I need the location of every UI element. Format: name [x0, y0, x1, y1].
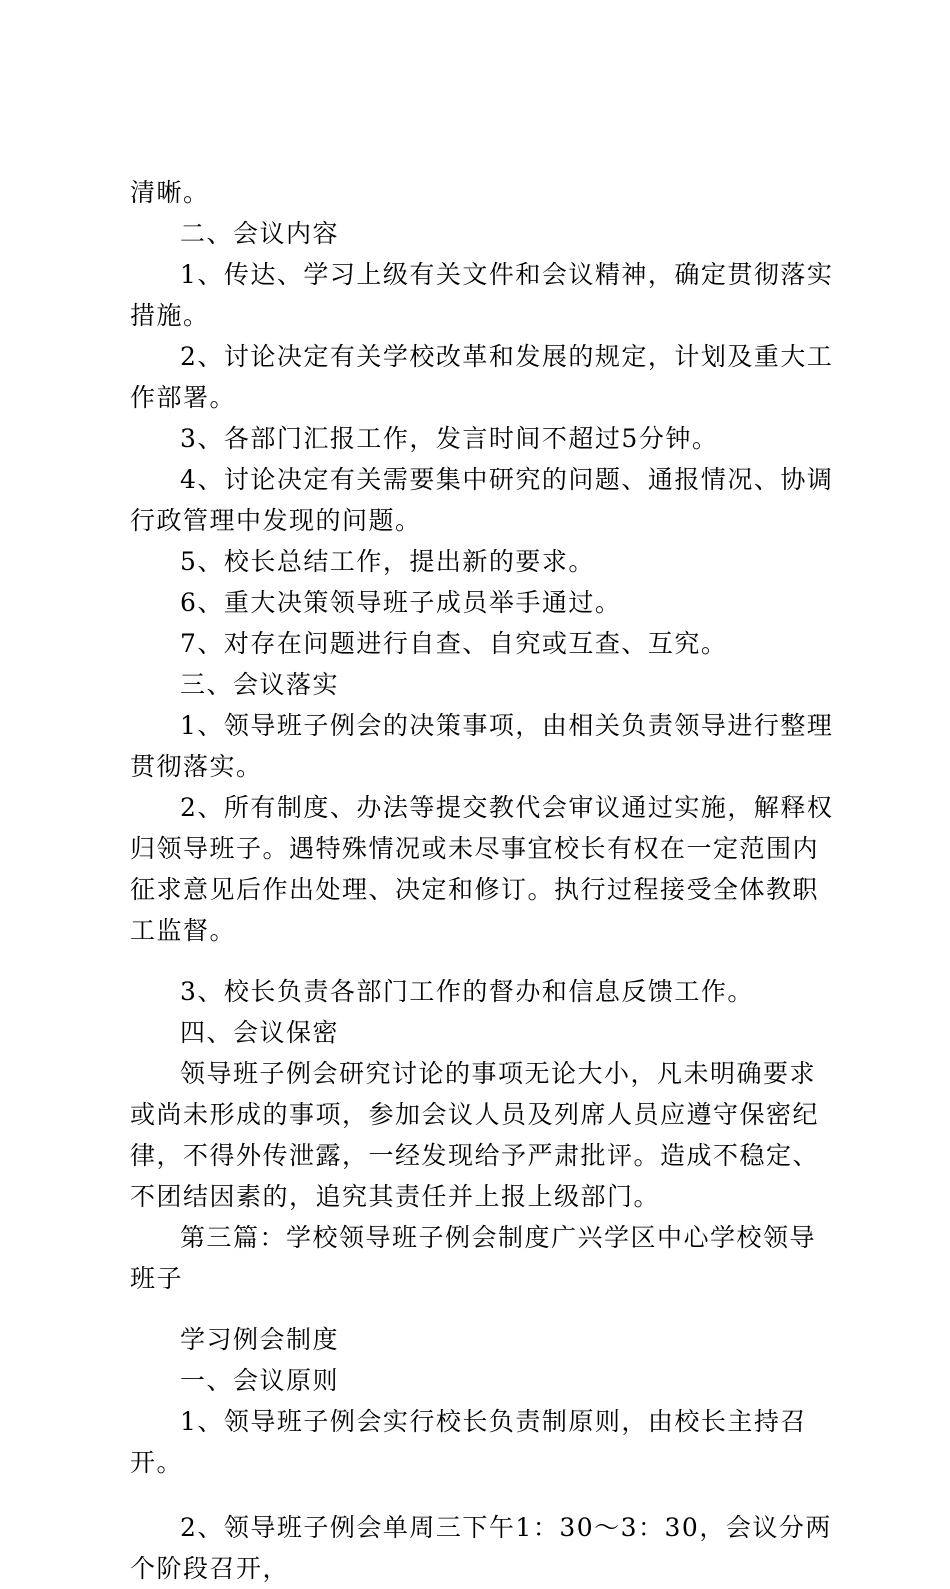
list-item: 2、讨论决定有关学校改革和发展的规定，计划及重大工作部署。: [130, 342, 834, 412]
list-item: 3、校长负责各部门工作的督办和信息反馈工作。: [180, 977, 754, 1006]
list-item: 3、各部门汇报工作，发言时间不超过5分钟。: [180, 424, 719, 453]
section-heading-meeting-confidentiality: 四、会议保密: [180, 1018, 340, 1047]
list-item: 1、领导班子例会的决策事项，由相关负责领导进行整理贯彻落实。: [130, 711, 834, 781]
chapter-heading: 第三篇：学校领导班子例会制度广兴学区中心学校领导班子: [130, 1223, 817, 1293]
list-item: 4、讨论决定有关需要集中研究的问题、通报情况、协调行政管理中发现的问题。: [130, 465, 834, 535]
list-item: 1、传达、学习上级有关文件和会议精神，确定贯彻落实措施。: [130, 260, 834, 330]
document-body: [130, 172, 835, 1589]
list-item: 7、对存在问题进行自查、自究或互查、互究。: [180, 629, 728, 658]
list-item: 6、重大决策领导班子成员举手通过。: [180, 588, 622, 617]
paragraph-confidentiality: 领导班子例会研究讨论的事项无论大小，凡未明确要求或尚未形成的事项，参加会议人员及列席人员应遵守保密纪律，不得外传泄露，一经发现给予严肃批评。造成不稳定、不团结因素的，追究其责任并上报上级部门。: [130, 1059, 820, 1211]
list-item: 1、领导班子例会实行校长负责制原则，由校长主持召开。: [130, 1407, 807, 1477]
list-item: 2、所有制度、办法等提交教代会审议通过实施，解释权归领导班子。遇特殊情况或未尽事宜校长有权在一定范围内征求意见后作出处理、决定和修订。执行过程接受全体教职工监督。: [130, 793, 834, 945]
section-heading-meeting-content: 二、会议内容: [180, 219, 340, 248]
list-item: 5、校长总结工作，提出新的要求。: [180, 547, 595, 576]
section-heading-meeting-implementation: 三、会议落实: [180, 670, 340, 699]
section-heading-meeting-principles: 一、会议原则: [180, 1366, 340, 1395]
paragraph-continuation: 清晰。: [130, 178, 210, 207]
list-item: 2、领导班子例会单周三下午1：30～3：30，会议分两个阶段召开，: [130, 1513, 832, 1583]
chapter-subtitle: 学习例会制度: [180, 1325, 340, 1354]
